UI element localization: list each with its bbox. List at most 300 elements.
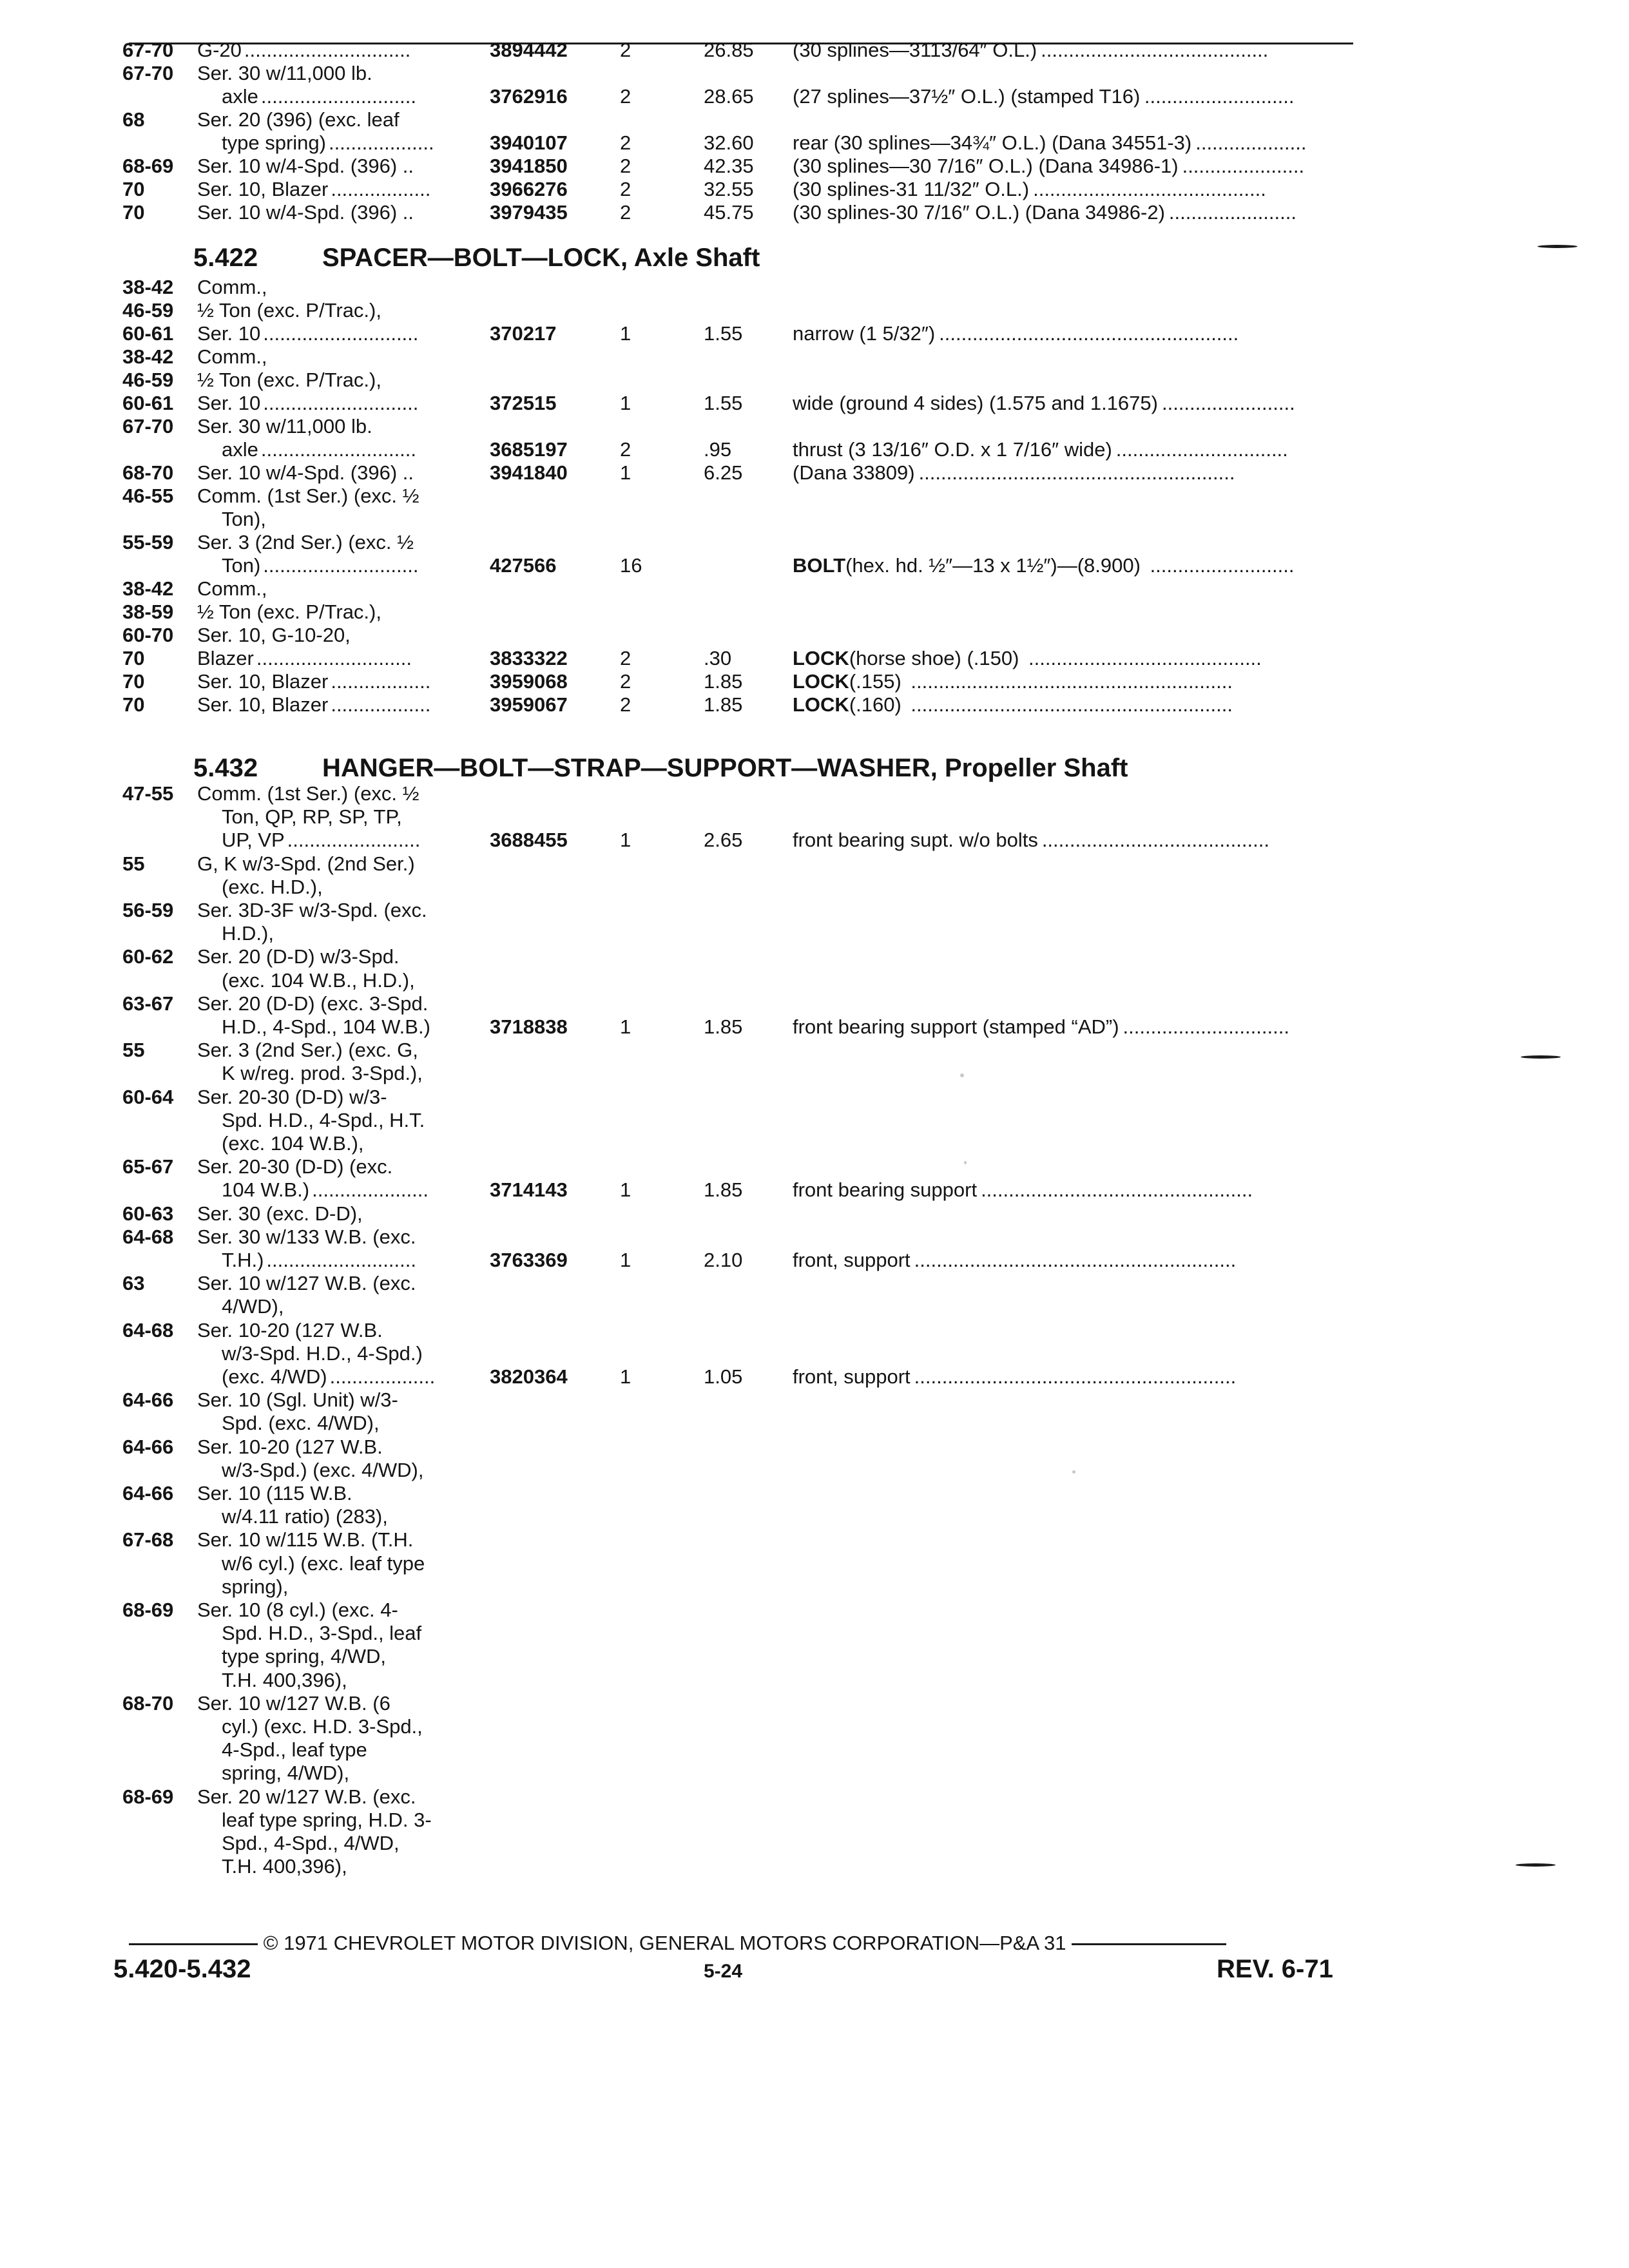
catalog-row	[0, 322, 1629, 348]
list-price: 28.65	[704, 85, 754, 108]
dot-leader: ............................	[263, 392, 419, 414]
application-description: UP, VP	[222, 829, 285, 852]
model-years: 60-61	[122, 392, 174, 414]
model-years: 47-55	[122, 782, 174, 805]
catalog-row	[0, 647, 1629, 673]
application-description: Comm.,	[197, 577, 267, 600]
catalog-row	[0, 1132, 1629, 1158]
model-years: 68-70	[122, 461, 174, 484]
application-description: Ser. 20 w/127 W.B. (exc.	[197, 1785, 416, 1808]
application-description: Ser. 10 w/4-Spd. (396) ..	[197, 155, 414, 177]
catalog-row	[0, 345, 1629, 371]
catalog-row	[0, 85, 1629, 111]
item-type: LOCK	[793, 647, 849, 669]
model-years: 46-59	[122, 369, 174, 391]
application-description: Spd. (exc. 4/WD),	[222, 1412, 380, 1435]
application-description: Ser. 10 w/4-Spd. (396) ..	[197, 461, 414, 484]
application-description: Ser. 10, G-10-20,	[197, 624, 351, 646]
footer-copyright: © 1971 CHEVROLET MOTOR DIVISION, GENERAL MOTORS CORPORATION—P&A 31	[263, 1932, 1066, 1954]
footer-rule-right	[1072, 1943, 1226, 1945]
item-note: front, support	[793, 1365, 911, 1388]
quantity: 2	[620, 647, 631, 669]
quantity: 2	[620, 155, 631, 177]
dot-leader: ...........................	[1144, 85, 1295, 108]
list-price: 1.85	[704, 1178, 743, 1202]
application-description: Ser. 10-20 (127 W.B.	[197, 1318, 383, 1341]
catalog-row	[0, 1225, 1629, 1251]
dot-leader: ...................	[329, 1365, 436, 1388]
catalog-row	[0, 1412, 1629, 1437]
section-title: HANGER—BOLT—STRAP—SUPPORT—WASHER, Propeller Shaft	[322, 754, 1128, 782]
catalog-row	[0, 155, 1629, 180]
application-description: Ser. 30 w/11,000 lb.	[197, 62, 372, 84]
model-years: 46-55	[122, 485, 174, 507]
model-years: 55	[122, 1039, 145, 1062]
dot-leader: ..........................................................	[911, 670, 1233, 693]
item-note: front bearing supt. w/o bolts	[793, 829, 1038, 852]
list-price: 2.10	[704, 1249, 743, 1271]
catalog-row	[0, 1202, 1629, 1228]
application-description: 4-Spd., leaf type	[222, 1738, 367, 1762]
application-description: K w/reg. prod. 3-Spd.),	[222, 1062, 423, 1085]
model-years: 63-67	[122, 992, 174, 1015]
part-number: 3966276	[490, 178, 568, 200]
item-note: front, support	[793, 1249, 911, 1271]
dot-leader: .................................................	[981, 1178, 1253, 1202]
catalog-row	[0, 601, 1629, 626]
quantity: 1	[620, 322, 631, 345]
part-number: 3718838	[490, 1015, 568, 1038]
catalog-row	[0, 1715, 1629, 1741]
application-description: Ser. 10	[197, 392, 261, 414]
application-description: T.H.)	[222, 1249, 264, 1271]
application-description: ½ Ton (exc. P/Trac.),	[197, 299, 381, 322]
application-description: w/4.11 ratio) (283),	[222, 1505, 388, 1528]
dot-leader: ..................	[331, 178, 431, 200]
application-description: Ser. 10-20 (127 W.B.	[197, 1435, 383, 1458]
application-description: type spring)	[222, 131, 326, 154]
application-description: Ser. 20-30 (D-D) w/3-	[197, 1085, 387, 1108]
item-note: (27 splines—37½″ O.L.) (stamped T16)	[793, 85, 1141, 108]
application-description: axle	[222, 85, 258, 108]
application-description: Ser. 10	[197, 322, 261, 345]
catalog-row	[0, 1575, 1629, 1601]
application-description: Ser. 10 w/115 W.B. (T.H.	[197, 1528, 414, 1552]
part-number: 372515	[490, 392, 557, 414]
item-type: BOLT	[793, 554, 846, 577]
application-description: w/3-Spd. H.D., 4-Spd.)	[222, 1341, 423, 1365]
list-price: 1.85	[704, 670, 743, 693]
model-years: 68-69	[122, 1785, 174, 1808]
section-number: 5.422	[193, 244, 258, 272]
application-description: Ser. 3 (2nd Ser.) (exc. ½	[197, 531, 414, 553]
model-years: 67-70	[122, 415, 174, 437]
dot-leader: .........................................................	[918, 461, 1235, 484]
catalog-row	[0, 485, 1629, 510]
scan-edge-mark	[1537, 245, 1577, 248]
dot-leader: ........................	[1161, 392, 1295, 414]
application-description: 4/WD),	[222, 1295, 284, 1318]
catalog-row	[0, 531, 1629, 557]
dot-leader: ....................	[1195, 131, 1307, 154]
application-description: 104 W.B.)	[222, 1178, 310, 1202]
model-years: 68-69	[122, 155, 174, 177]
model-years: 68-70	[122, 1691, 174, 1715]
model-years: 68-69	[122, 1599, 174, 1621]
dot-leader: ..........................................................	[911, 693, 1233, 716]
part-number: 370217	[490, 322, 557, 345]
dot-leader: ............................	[263, 322, 419, 345]
application-description: Ser. 10 w/127 W.B. (exc.	[197, 1272, 416, 1295]
catalog-row	[0, 1785, 1629, 1811]
footer-copyright-line	[129, 1932, 1226, 1957]
model-years: 64-66	[122, 1389, 174, 1412]
application-description: T.H. 400,396),	[222, 1668, 347, 1691]
item-note: (Dana 33809)	[793, 461, 915, 484]
item-note: wide (ground 4 sides) (1.575 and 1.1675)	[793, 392, 1158, 414]
dot-leader: ............................	[263, 554, 419, 577]
catalog-row	[0, 1155, 1629, 1181]
dot-leader: ..........................................................	[914, 1365, 1237, 1388]
model-years: 38-42	[122, 345, 174, 368]
model-years: 64-68	[122, 1318, 174, 1341]
list-price: 1.85	[704, 1015, 743, 1038]
catalog-row	[0, 1015, 1629, 1041]
dot-leader: ............................	[260, 85, 417, 108]
application-description: w/6 cyl.) (exc. leaf type	[222, 1552, 425, 1575]
catalog-row	[0, 1365, 1629, 1391]
application-description: Ser. 3D-3F w/3-Spd. (exc.	[197, 899, 427, 921]
catalog-row	[0, 1436, 1629, 1461]
quantity: 2	[620, 131, 631, 154]
model-years: 60-63	[122, 1202, 174, 1225]
catalog-row	[0, 1809, 1629, 1834]
quantity: 1	[620, 829, 631, 852]
model-years: 60-64	[122, 1085, 174, 1108]
list-price: 1.85	[704, 693, 743, 716]
application-description: Ser. 20 (D-D) (exc. 3-Spd.	[197, 992, 429, 1015]
catalog-row	[0, 1319, 1629, 1345]
application-description: Ser. 10 (115 W.B.	[197, 1482, 352, 1504]
quantity: 1	[620, 461, 631, 484]
model-years: 63	[122, 1272, 145, 1295]
list-price: 32.55	[704, 178, 754, 200]
application-description: Ser. 20 (D-D) w/3-Spd.	[197, 945, 400, 968]
application-description: (exc. 104 W.B., H.D.),	[222, 968, 415, 992]
model-years: 68	[122, 108, 145, 131]
list-price: .30	[704, 647, 732, 669]
item-note: front bearing support	[793, 1178, 978, 1202]
catalog-row	[0, 1062, 1629, 1088]
model-years: 70	[122, 647, 145, 669]
section-heading-5422	[193, 242, 1353, 274]
application-description: Ser. 20 (396) (exc. leaf	[197, 108, 400, 131]
dot-leader: .....................	[312, 1178, 429, 1202]
list-price: 42.35	[704, 155, 754, 177]
catalog-row	[0, 1482, 1629, 1508]
application-description: (exc. 4/WD)	[222, 1365, 327, 1388]
catalog-row	[0, 369, 1629, 394]
dot-leader: ..........................................	[1033, 178, 1266, 200]
list-price: 26.85	[704, 39, 754, 61]
application-description: Spd., 4-Spd., 4/WD,	[222, 1832, 400, 1854]
item-note: (horse shoe) (.150)	[849, 647, 1019, 669]
model-years: 60-70	[122, 624, 174, 646]
section-heading-5432	[193, 753, 1353, 785]
application-description: Comm.,	[197, 276, 267, 298]
part-number: 3833322	[490, 647, 568, 669]
part-number: 3959068	[490, 670, 568, 693]
application-description: Ser. 10, Blazer	[197, 670, 329, 693]
application-description: cyl.) (exc. H.D. 3-Spd.,	[222, 1715, 423, 1738]
list-price: 1.55	[704, 322, 743, 345]
model-years: 60-61	[122, 322, 174, 345]
part-number: 3959067	[490, 693, 568, 716]
dot-leader: ..................	[331, 670, 431, 693]
application-description: Comm.,	[197, 345, 267, 368]
catalog-row	[0, 131, 1629, 157]
dot-leader: ..................	[331, 693, 431, 716]
application-description: Spd. H.D., 4-Spd., H.T.	[222, 1108, 425, 1131]
catalog-row	[0, 1669, 1629, 1695]
catalog-row	[0, 693, 1629, 719]
application-description: Ser. 30 (exc. D-D),	[197, 1202, 363, 1225]
quantity: 2	[620, 438, 631, 461]
model-years: 70	[122, 178, 145, 200]
dot-leader: .........................................	[1041, 829, 1269, 852]
item-note: front bearing support (stamped “AD”)	[793, 1015, 1119, 1038]
dot-leader: ...................	[328, 131, 434, 154]
model-years: 64-66	[122, 1435, 174, 1458]
catalog-row	[0, 201, 1629, 227]
dot-leader: ...............................	[1115, 438, 1288, 461]
part-number: 3762916	[490, 85, 568, 108]
model-years: 56-59	[122, 899, 174, 921]
application-description: Comm. (1st Ser.) (exc. ½	[197, 782, 419, 805]
catalog-row	[0, 276, 1629, 302]
part-number: 3685197	[490, 438, 568, 461]
application-description: T.H. 400,396),	[222, 1855, 347, 1878]
catalog-row	[0, 1645, 1629, 1671]
part-number: 3820364	[490, 1365, 568, 1388]
model-years: 67-68	[122, 1528, 174, 1552]
catalog-row	[0, 39, 1629, 64]
model-years: 70	[122, 670, 145, 693]
item-note: (30 splines—30 7/16″ O.L.) (Dana 34986-1)	[793, 155, 1179, 177]
catalog-row	[0, 461, 1629, 487]
catalog-row	[0, 876, 1629, 901]
dot-leader: ...........................	[266, 1249, 416, 1271]
catalog-row	[0, 392, 1629, 418]
quantity: 1	[620, 1178, 631, 1202]
dot-leader: ..........................	[1150, 554, 1295, 577]
application-description: Ton)	[222, 554, 261, 577]
model-years: 70	[122, 201, 145, 224]
item-note: rear (30 splines—34¾″ O.L.) (Dana 34551-3)	[793, 131, 1192, 154]
catalog-row	[0, 782, 1629, 808]
part-number: 3688455	[490, 829, 568, 852]
footer-revision: REV. 6-71	[1217, 1955, 1333, 1983]
catalog-row	[0, 992, 1629, 1018]
catalog-row	[0, 62, 1629, 88]
catalog-row	[0, 1599, 1629, 1624]
dot-leader: ..........................................................	[914, 1249, 1237, 1271]
dot-leader: ..............................	[244, 39, 411, 61]
model-years: 46-59	[122, 299, 174, 322]
part-number: 3763369	[490, 1249, 568, 1271]
application-description: (exc. 104 W.B.),	[222, 1132, 364, 1155]
list-price: .95	[704, 438, 732, 461]
quantity: 16	[620, 554, 642, 577]
item-note: (30 splines-30 7/16″ O.L.) (Dana 34986-2)	[793, 201, 1165, 224]
application-description: Ton),	[222, 508, 266, 530]
application-description: leaf type spring, H.D. 3-	[222, 1808, 432, 1831]
part-number: 3979435	[490, 201, 568, 224]
catalog-row	[0, 945, 1629, 971]
dot-leader: ............................	[256, 647, 412, 669]
catalog-row	[0, 577, 1629, 603]
application-description: Ser. 30 w/11,000 lb.	[197, 415, 372, 437]
application-description: ½ Ton (exc. P/Trac.),	[197, 369, 381, 391]
model-years: 67-70	[122, 39, 174, 61]
quantity: 2	[620, 85, 631, 108]
catalog-row	[0, 624, 1629, 649]
quantity: 1	[620, 392, 631, 414]
model-years: 38-59	[122, 601, 174, 623]
application-description: Spd. H.D., 3-Spd., leaf	[222, 1622, 422, 1645]
footer-section-range: 5.420-5.432	[113, 1955, 251, 1983]
application-description: Ser. 30 w/133 W.B. (exc.	[197, 1225, 416, 1248]
catalog-row	[0, 108, 1629, 134]
list-price: 6.25	[704, 461, 743, 484]
application-description: spring, 4/WD),	[222, 1762, 350, 1785]
model-years: 64-68	[122, 1225, 174, 1248]
catalog-row	[0, 969, 1629, 995]
application-description: spring),	[222, 1575, 289, 1598]
catalog-row	[0, 1459, 1629, 1485]
catalog-row	[0, 508, 1629, 533]
catalog-row	[0, 1622, 1629, 1648]
quantity: 2	[620, 178, 631, 200]
dot-leader: ......................	[1182, 155, 1305, 177]
application-description: Blazer	[197, 647, 254, 669]
application-description: axle	[222, 438, 258, 461]
item-type: LOCK	[793, 670, 849, 693]
catalog-row	[0, 899, 1629, 925]
model-years: 55	[122, 852, 145, 875]
dot-leader: ......................................................	[939, 322, 1239, 345]
catalog-row	[0, 438, 1629, 464]
catalog-row	[0, 1109, 1629, 1135]
dot-leader: ..............................	[1123, 1015, 1289, 1038]
catalog-row	[0, 1832, 1629, 1858]
catalog-row	[0, 299, 1629, 325]
application-description: Ser. 10, Blazer	[197, 178, 329, 200]
catalog-row	[0, 805, 1629, 831]
quantity: 2	[620, 39, 631, 61]
section-title: SPACER—BOLT—LOCK, Axle Shaft	[322, 244, 760, 272]
model-years: 67-70	[122, 62, 174, 84]
section-number: 5.432	[193, 754, 258, 782]
dot-leader: ........................	[287, 829, 421, 852]
footer-rule-left	[129, 1943, 258, 1945]
catalog-row	[0, 1342, 1629, 1368]
catalog-row	[0, 415, 1629, 441]
catalog-row	[0, 1552, 1629, 1578]
model-years: 70	[122, 693, 145, 716]
item-type: LOCK	[793, 693, 849, 716]
catalog-row	[0, 1295, 1629, 1321]
catalog-row	[0, 1178, 1629, 1204]
dot-leader: ..........................................	[1028, 647, 1262, 669]
application-description: type spring, 4/WD,	[222, 1645, 386, 1668]
item-note: (hex. hd. ½″—13 x 1½″)—(8.900)	[845, 554, 1141, 577]
list-price: 1.05	[704, 1365, 743, 1388]
model-years: 65-67	[122, 1155, 174, 1178]
application-description: Ser. 10 (8 cyl.) (exc. 4-	[197, 1599, 398, 1621]
application-description: Ser. 10, Blazer	[197, 693, 329, 716]
application-description: Ser. 10 w/127 W.B. (6	[197, 1691, 390, 1715]
application-description: G-20	[197, 39, 242, 61]
item-note: narrow (1 5/32″)	[793, 322, 936, 345]
catalog-row	[0, 1528, 1629, 1554]
part-number: 427566	[490, 554, 557, 577]
application-description: Ser. 20-30 (D-D) (exc.	[197, 1155, 393, 1178]
application-description: (exc. H.D.),	[222, 875, 323, 898]
catalog-row	[0, 829, 1629, 854]
catalog-row	[0, 670, 1629, 696]
list-price: 1.55	[704, 392, 743, 414]
application-description: Ser. 10 w/4-Spd. (396) ..	[197, 201, 414, 224]
item-note: (30 splines-31 11/32″ O.L.)	[793, 178, 1030, 200]
catalog-row	[0, 1086, 1629, 1111]
catalog-row	[0, 1692, 1629, 1718]
part-number: 3941850	[490, 155, 568, 177]
dot-leader: ............................	[260, 438, 417, 461]
quantity: 1	[620, 1015, 631, 1038]
part-number: 3940107	[490, 131, 568, 154]
application-description: H.D., 4-Spd., 104 W.B.)	[222, 1015, 430, 1038]
part-number: 3714143	[490, 1178, 568, 1202]
quantity: 1	[620, 1365, 631, 1388]
quantity: 2	[620, 670, 631, 693]
model-years: 60-62	[122, 945, 174, 968]
application-description: H.D.),	[222, 922, 274, 945]
application-description: ½ Ton (exc. P/Trac.),	[197, 601, 381, 623]
catalog-row	[0, 1738, 1629, 1764]
model-years: 55-59	[122, 531, 174, 553]
catalog-row	[0, 1039, 1629, 1064]
model-years: 64-66	[122, 1482, 174, 1504]
application-description: Comm. (1st Ser.) (exc. ½	[197, 485, 419, 507]
catalog-row	[0, 1389, 1629, 1414]
catalog-row	[0, 1249, 1629, 1274]
catalog-row	[0, 1505, 1629, 1531]
quantity: 2	[620, 201, 631, 224]
list-price: 45.75	[704, 201, 754, 224]
item-note: thrust (3 13/16″ O.D. x 1 7/16″ wide)	[793, 438, 1112, 461]
item-note: (30 splines—3113/64″ O.L.)	[793, 39, 1037, 61]
application-description: G, K w/3-Spd. (2nd Ser.)	[197, 852, 415, 875]
catalog-row	[0, 1762, 1629, 1787]
catalog-row	[0, 1855, 1629, 1881]
list-price: 32.60	[704, 131, 754, 154]
part-number: 3894442	[490, 39, 568, 61]
footer-page-number: 5-24	[704, 1961, 743, 1982]
application-description: w/3-Spd.) (exc. 4/WD),	[222, 1458, 424, 1481]
catalog-row	[0, 554, 1629, 580]
dot-leader: .........................................	[1041, 39, 1269, 61]
